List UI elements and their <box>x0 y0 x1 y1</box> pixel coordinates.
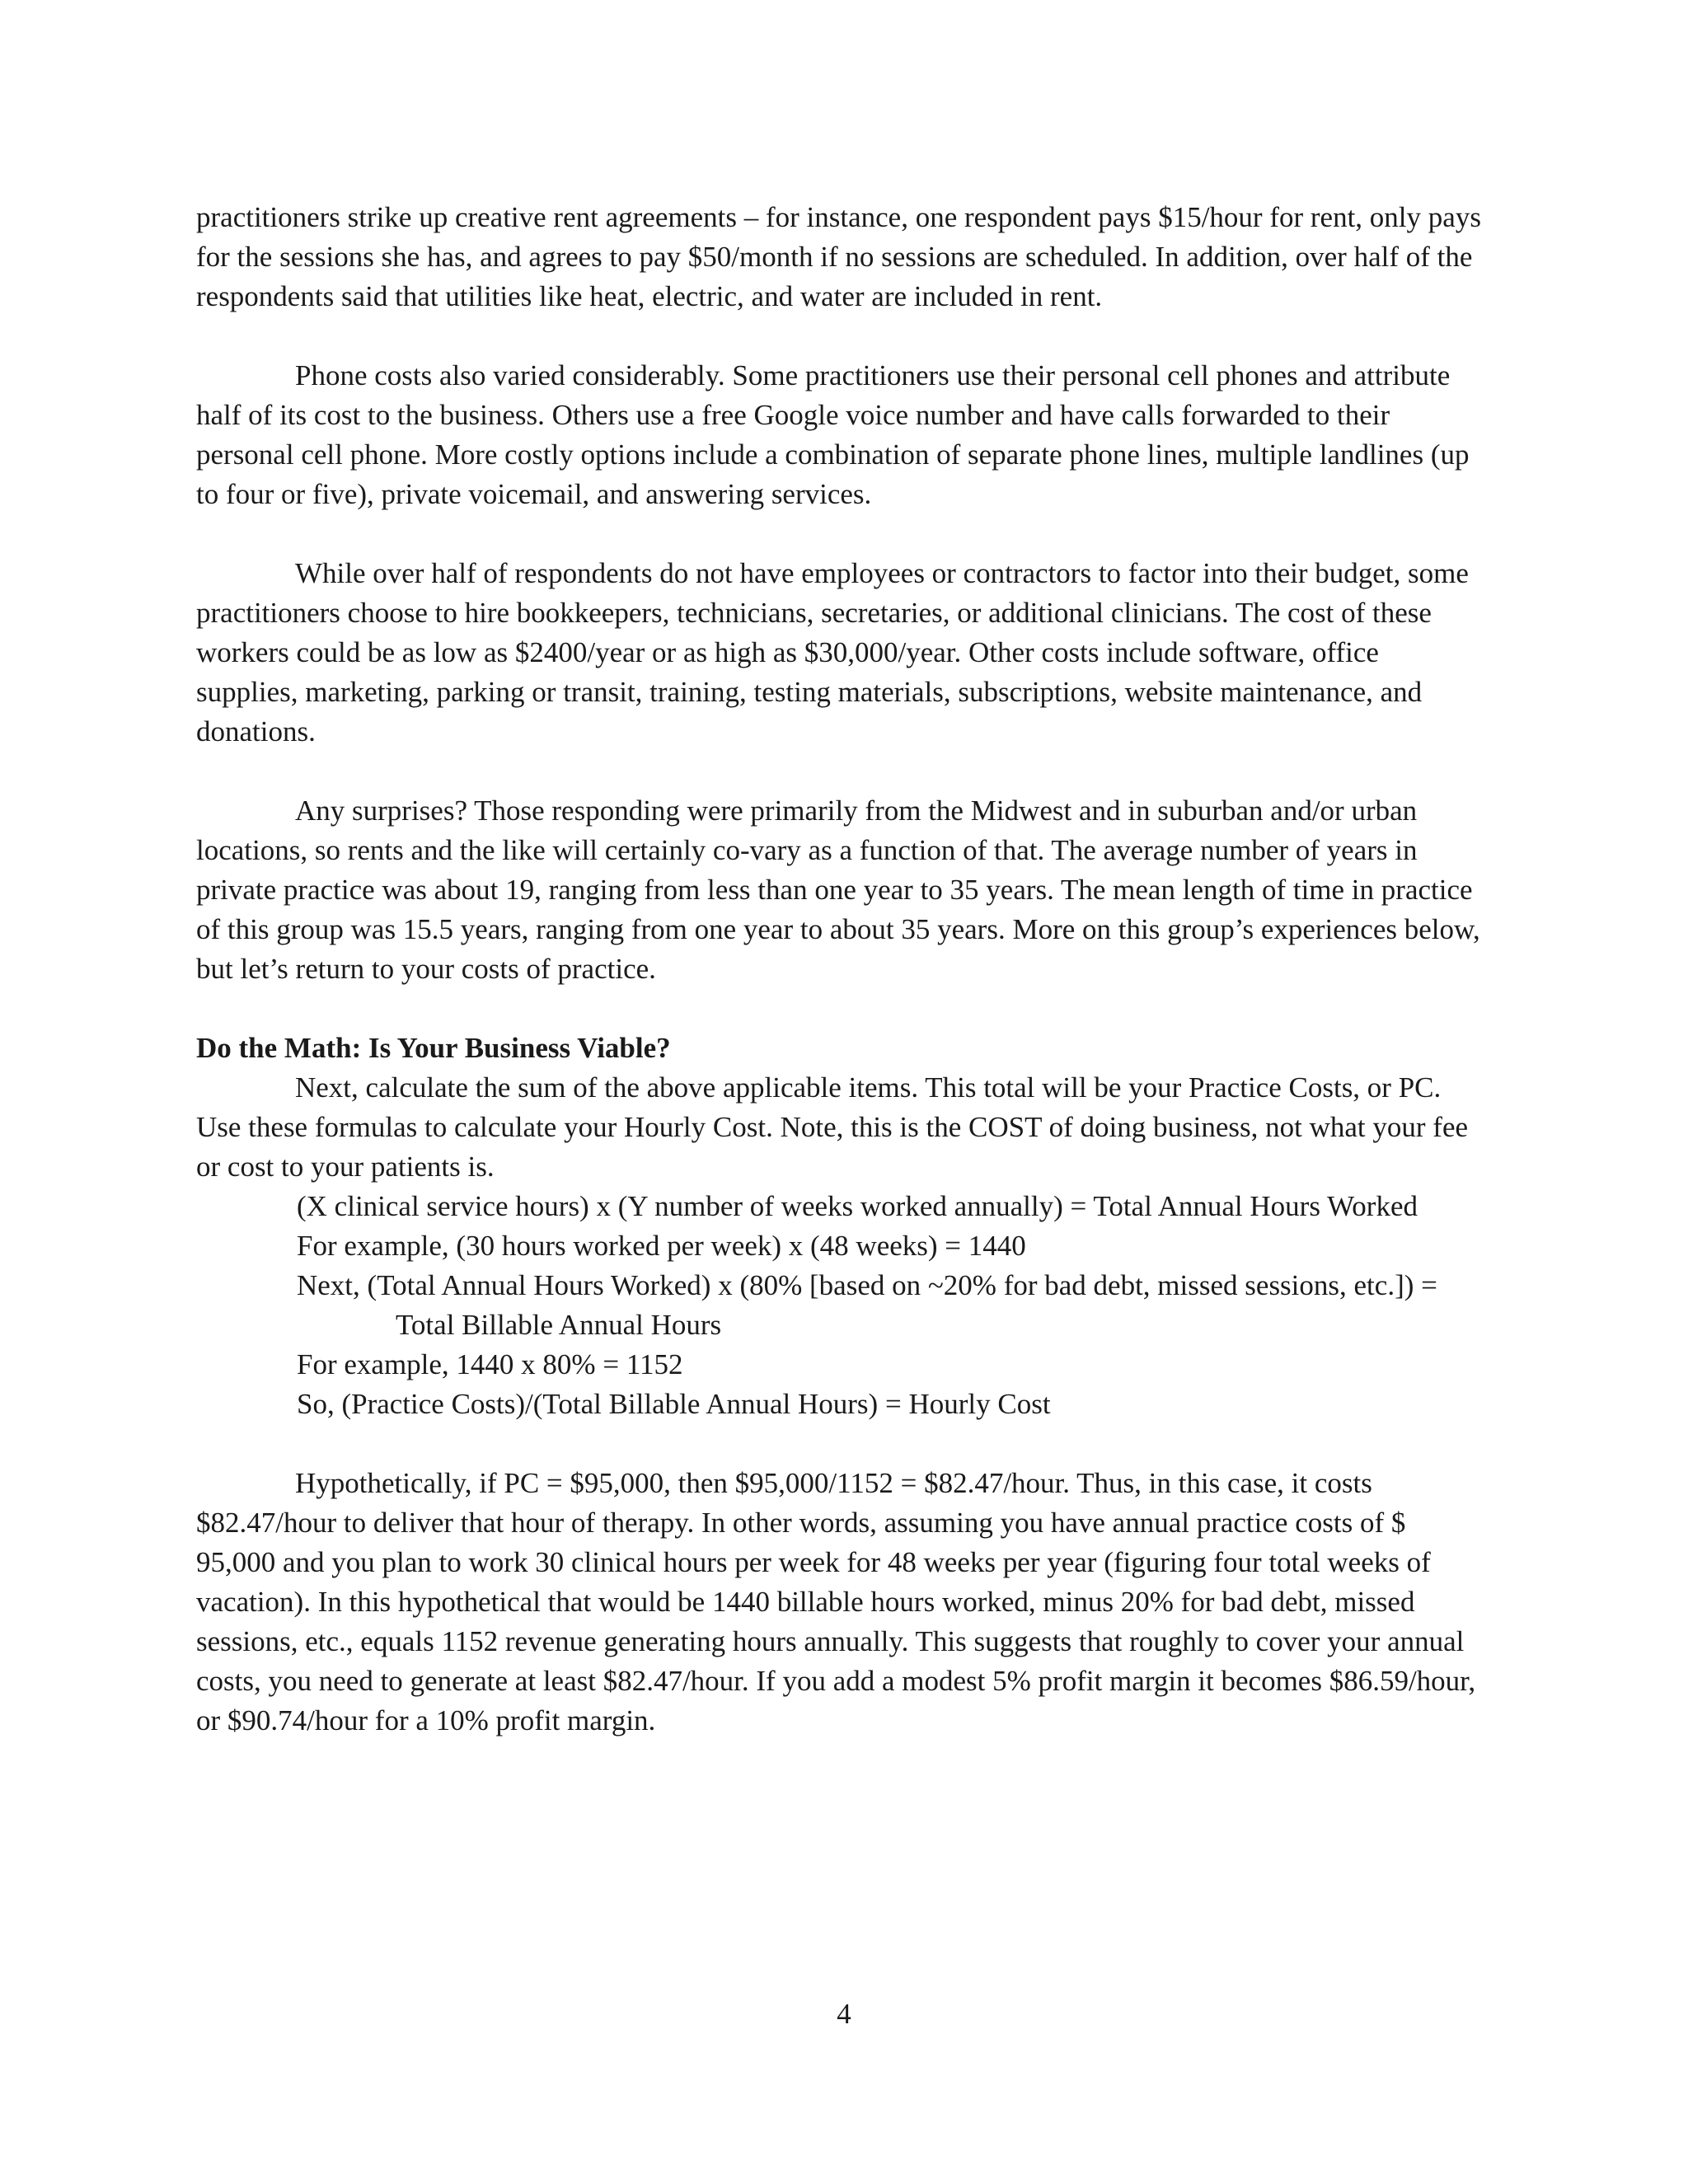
document-page <box>196 198 1482 1780</box>
paragraph-phone-costs: Phone costs also varied considerably. Some practitioners use their personal cell phones and attribute half of its cost to the business. Others use a free Google voice number and have calls forwarded to their personal cell phone. More costly options include a combination of separate phone lines, multiple landlines (up to four or five), private voicemail, and answering services. <box>196 359 1470 510</box>
formula-hourly-cost: So, (Practice Costs)/(Total Billable Annual Hours) = Hourly Cost <box>297 1388 1051 1420</box>
formula-billable-hours: Next, (Total Annual Hours Worked) x (80% [based on ~20% for bad debt, missed sessions, etc.]) = Total Billable Annual Hours <box>297 1269 1437 1341</box>
formula-example-billable-hours: For example, 1440 x 80% = 1152 <box>297 1348 683 1380</box>
formula-annual-hours: (X clinical service hours) x (Y number of weeks worked annually) = Total Annual Hours Worked <box>297 1190 1418 1222</box>
page-number: 4 <box>837 1998 851 2030</box>
paragraph-employee-costs: While over half of respondents do not have employees or contractors to factor into their budget, some practitioners choose to hire bookkeepers, technicians, secretaries, or additional clinicians. The cost of these workers could be as low as $2400/year or as high as $30,000/year. Other costs include software, office supplies, marketing, parking or transit, training, testing materials, subscriptions, website maintenance, and donations. <box>196 557 1469 748</box>
formula-example-annual-hours: For example, (30 hours worked per week) x (48 weeks) = 1440 <box>297 1230 1026 1262</box>
paragraph-hypothetical-example: Hypothetically, if PC = $95,000, then $95,000/1152 = $82.47/hour. Thus, in this case, it costs $82.47/hour to deliver that hour of therapy. In other words, assuming you have annual practice costs of $ 95,000 and you plan to work 30 clinical hours per week for 48 weeks per year (figuring four total weeks of vacation). In this hypothetical that would be 1440 billable hours worked, minus 20% for bad debt, missed sessions, etc., equals 1152 revenue generating hours annually. This suggests that roughly to cover your annual costs, you need to generate at least $82.47/hour. If you add a modest 5% profit margin it becomes $86.59/hour, or $90.74/hour for a 10% profit margin. <box>196 1467 1476 1736</box>
paragraph-rent-agreements: practitioners strike up creative rent agreements – for instance, one respondent pays $15/hour for rent, only pays for the sessions she has, and agrees to pay $50/month if no sessions are scheduled. In addition, over half of the respondents said that utilities like heat, electric, and water are included in rent. <box>196 201 1481 312</box>
section-heading: Do the Math: Is Your Business Viable? <box>196 1032 671 1064</box>
paragraph-do-the-math-intro: Next, calculate the sum of the above applicable items. This total will be your Practice Costs, or PC. Use these formulas to calculate your Hourly Cost. Note, this is the COST of doing business, not what your fee or cost to your patients is. <box>196 1071 1469 1183</box>
formula-block <box>196 1187 1482 1424</box>
paragraph-survey-surprises: Any surprises? Those responding were primarily from the Midwest and in suburban and/or urban locations, so rents and the like will certainly co-vary as a function of that. The average number of years in private practice was about 19, ranging from less than one year to 35 years. The mean length of time in practice of this group was 15.5 years, ranging from one year to about 35 years. More on this group’s experiences below, but let’s return to your costs of practice. <box>196 794 1480 985</box>
